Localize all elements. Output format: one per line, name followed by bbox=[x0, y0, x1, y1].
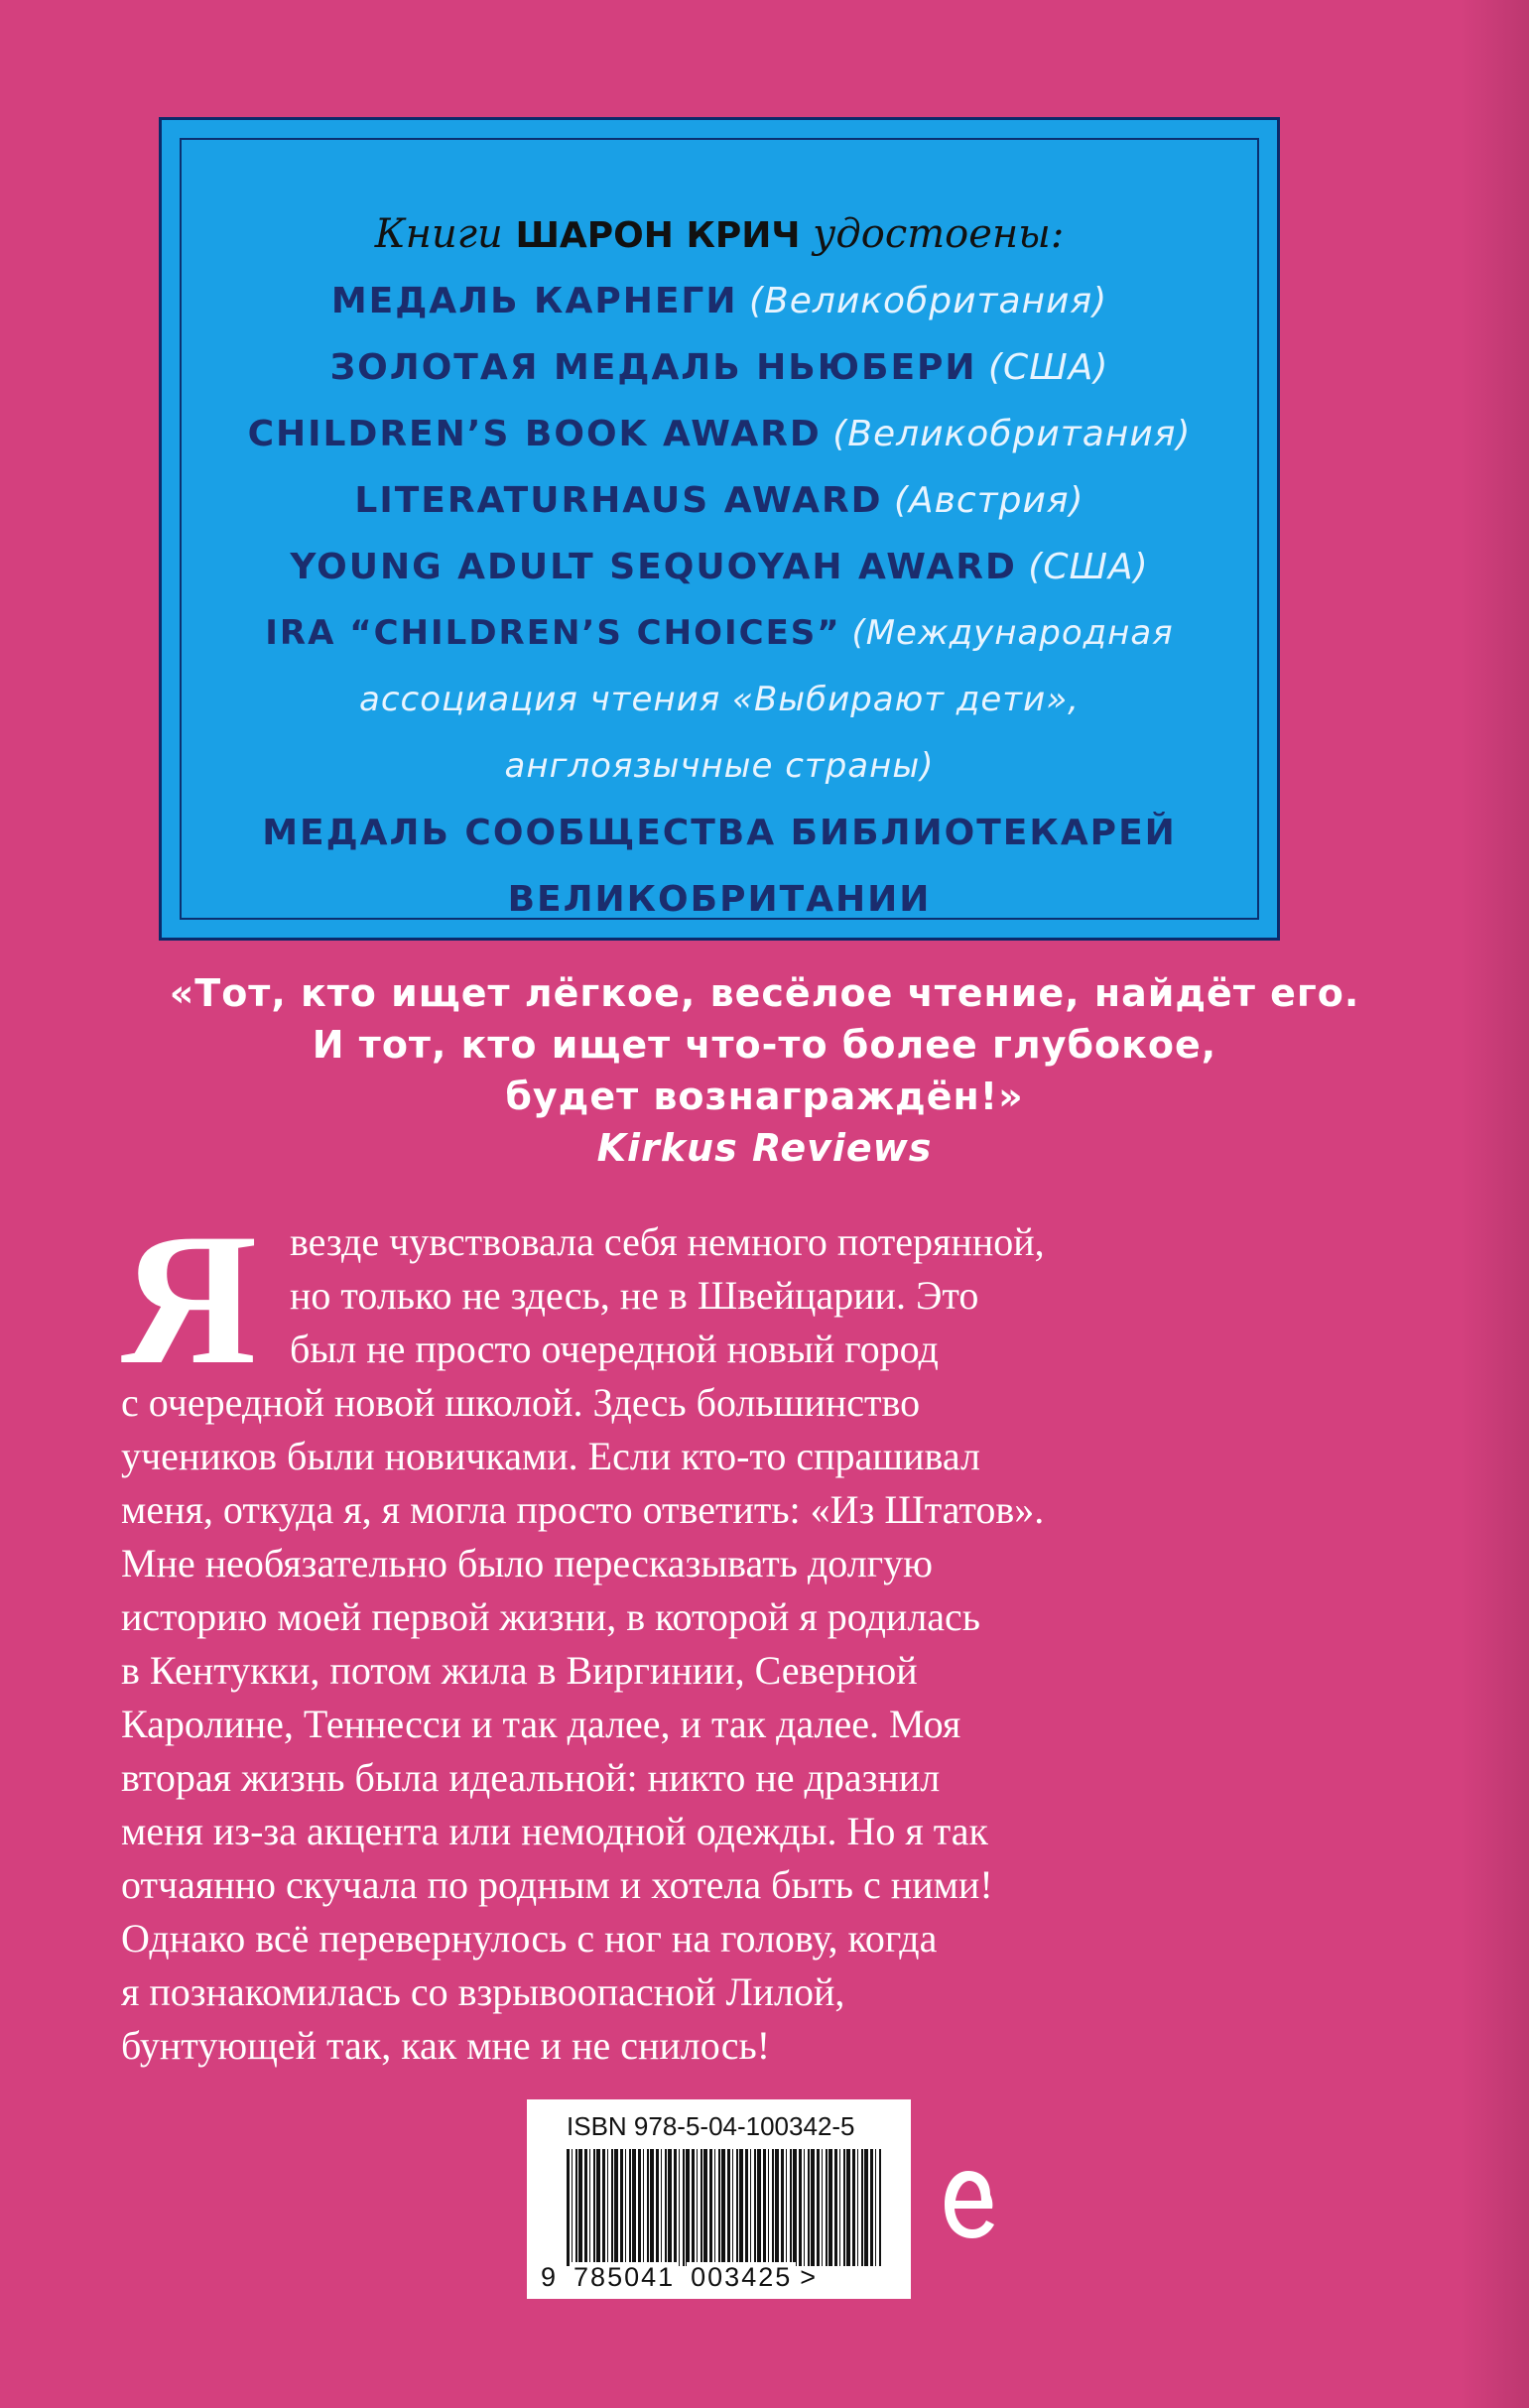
blurb-line: меня из-за акцента или немодной одежды. Но я так bbox=[121, 1809, 988, 1853]
barcode-digit-first: 9 bbox=[541, 2262, 559, 2292]
award-note: (Великобритания) bbox=[832, 414, 1192, 454]
award-note: (Великобритания) bbox=[748, 281, 1108, 321]
quote-line: «Тот, кто ищет лёгкое, весёлое чтение, найдёт его. bbox=[169, 971, 1360, 1015]
award-name: IRA “CHILDREN’S CHOICES” bbox=[265, 613, 841, 653]
award-item bbox=[162, 800, 1277, 866]
blurb-line: меня, откуда я, я могла просто ответить: «Из Штатов». bbox=[121, 1487, 1045, 1532]
awards-box bbox=[159, 117, 1280, 941]
isbn-number: ISBN 978-5-04-100342-5 bbox=[567, 2111, 855, 2141]
barcode-digits-right: 003425 bbox=[687, 2262, 796, 2293]
award-name: LITERATURHAUS AWARD bbox=[354, 480, 883, 521]
award-note: (Международная bbox=[851, 613, 1174, 653]
award-name: ЗОЛОТАЯ МЕДАЛЬ НЬЮБЕРИ bbox=[329, 347, 977, 388]
award-name: CHILDREN’S BOOK AWARD bbox=[247, 414, 822, 454]
award-name: МЕДАЛЬ КАРНЕГИ bbox=[330, 281, 738, 321]
award-name: МЕДАЛЬ СООБЩЕСТВА БИБЛИОТЕКАРЕЙ bbox=[262, 813, 1177, 853]
quote-source: Kirkus Reviews bbox=[596, 1126, 933, 1170]
blurb-line: Мне необязательно было пересказывать долгую bbox=[121, 1541, 933, 1585]
barcode-bars bbox=[567, 2149, 882, 2266]
isbn-barcode bbox=[527, 2099, 911, 2299]
barcode-arrow: > bbox=[800, 2262, 819, 2292]
award-item bbox=[162, 334, 1277, 401]
awards-intro-suffix: удостоены: bbox=[800, 211, 1065, 257]
blurb-line: в Кентукки, потом жила в Виргинии, Северной bbox=[121, 1648, 918, 1693]
awards-list bbox=[162, 201, 1277, 933]
award-item bbox=[162, 268, 1277, 334]
awards-intro bbox=[162, 201, 1277, 268]
blurb-line: был не просто очередной новый город bbox=[290, 1327, 939, 1371]
quote-line: будет вознаграждён!» bbox=[505, 1075, 1024, 1118]
blurb-line: историю моей первой жизни, в которой я родилась bbox=[121, 1594, 981, 1639]
barcode-digits-left: 785041 bbox=[570, 2262, 679, 2293]
award-note: (США) bbox=[988, 347, 1109, 388]
blurb-line: но только не здесь, не в Швейцарии. Это bbox=[290, 1273, 979, 1318]
blurb-line: Однако всё перевернулось с ног на голову, когда bbox=[121, 1916, 938, 1961]
barcode-digits bbox=[539, 2262, 818, 2293]
award-name: ВЕЛИКОБРИТАНИИ bbox=[507, 879, 932, 920]
review-quote bbox=[0, 967, 1529, 1174]
award-note-line-2: ассоциация чтения «Выбирают дети», bbox=[359, 680, 1080, 719]
blurb-line: вторая жизнь была идеальной: никто не дразнил bbox=[121, 1755, 941, 1800]
award-note: (Австрия) bbox=[894, 480, 1084, 521]
publisher-e-logo-icon bbox=[939, 2165, 998, 2244]
page-edge-shade bbox=[1460, 0, 1529, 2408]
award-item bbox=[162, 866, 1277, 933]
blurb-line: везде чувствовала себя немного потерянной, bbox=[290, 1219, 1045, 1264]
blurb-line: бунтующей так, как мне и не снилось! bbox=[121, 2023, 771, 2068]
award-item bbox=[162, 600, 1277, 667]
drop-cap: Я bbox=[121, 1196, 258, 1404]
award-item bbox=[162, 401, 1277, 467]
award-item bbox=[162, 467, 1277, 534]
awards-intro-author: ШАРОН КРИЧ bbox=[515, 215, 801, 256]
blurb-line: я познакомилась со взрывоопасной Лилой, bbox=[121, 1969, 845, 2014]
award-note: (США) bbox=[1028, 547, 1149, 587]
blurb-line: учеников были новичками. Если кто-то спрашивал bbox=[121, 1434, 980, 1478]
awards-intro-prefix: Книги bbox=[374, 211, 516, 257]
blurb-line: с очередной новой школой. Здесь большинство bbox=[121, 1380, 921, 1425]
book-blurb bbox=[121, 1196, 1292, 2073]
award-note-continued bbox=[162, 733, 1277, 800]
award-item bbox=[162, 534, 1277, 600]
blurb-line: отчаянно скучала по родным и хотела быть с ними! bbox=[121, 1862, 993, 1907]
award-note-continued bbox=[162, 667, 1277, 733]
award-note-line-3: англоязычные страны) bbox=[504, 746, 935, 786]
quote-line: И тот, кто ищет что-то более глубокое, bbox=[312, 1023, 1217, 1067]
award-name: YOUNG ADULT SEQUOYAH AWARD bbox=[290, 547, 1017, 587]
blurb-line: Каролине, Теннесси и так далее, и так далее. Моя bbox=[121, 1702, 961, 1746]
